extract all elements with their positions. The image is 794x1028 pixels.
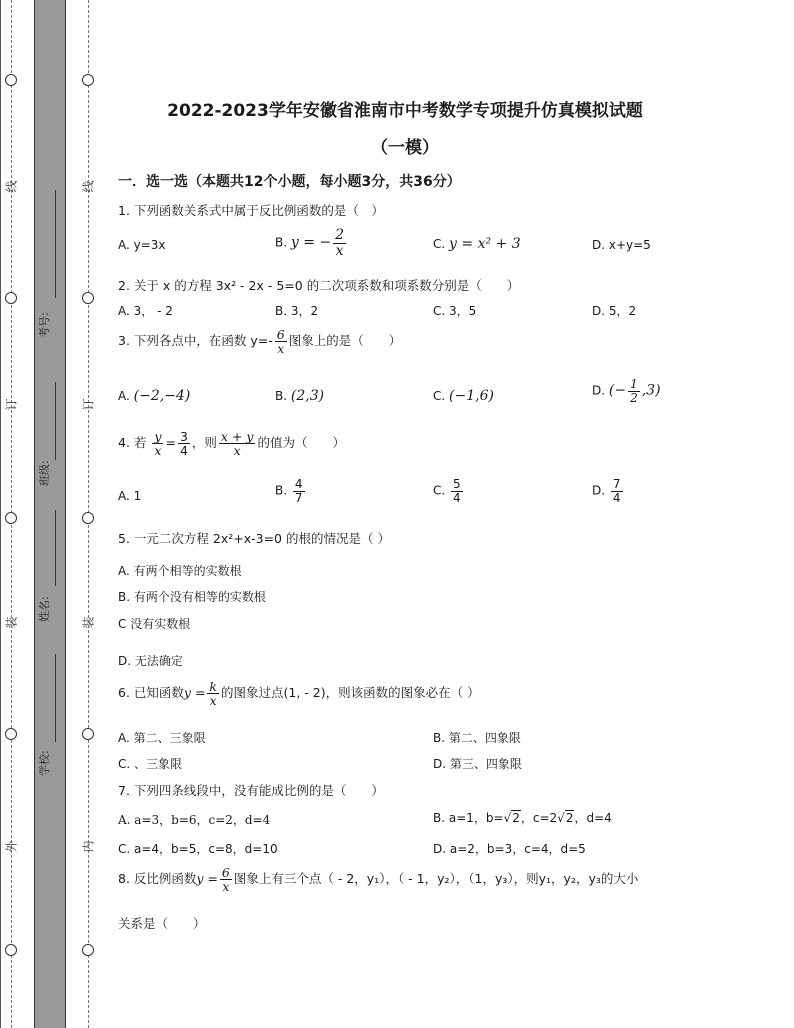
- binding-char-xian: 线: [4, 180, 19, 193]
- binding-char-nei: 内: [81, 840, 96, 853]
- question-7-stem: 7. 下列四条线段中，没有能成比例的是（ ）: [118, 783, 384, 798]
- section-heading: 一．选一选（本题共12个小题，每小题3分，共36分）: [118, 174, 461, 190]
- q6-fraction: [207, 680, 219, 707]
- fraction-numerator: 1: [630, 377, 638, 391]
- q6-stem-text: 6. 已知函数: [118, 685, 184, 701]
- q7-option-d: D. a=2，b=3，c=4，d=5: [433, 842, 586, 856]
- name-label: 姓名:: [38, 596, 51, 622]
- question-8-stem-line2: 关系是（ ）: [118, 916, 206, 931]
- question-3-stem: [118, 328, 401, 355]
- q4-option-d: [592, 478, 625, 504]
- fraction-denominator: 7: [294, 490, 303, 505]
- punch-hole-circle: [82, 728, 94, 740]
- q2-option-c: C. 3，5: [433, 304, 477, 318]
- q8-fraction: [220, 866, 232, 893]
- q4-option-a: A. 1: [118, 489, 142, 503]
- q3-stem-text: 3. 下列各点中，在函数 y=-: [118, 333, 273, 349]
- q3-option-b: [275, 388, 324, 404]
- q1-option-b: [275, 228, 348, 258]
- q6-option-b: B. 第二、四象限: [433, 731, 521, 745]
- q1-option-c-label: C.: [433, 237, 446, 251]
- punch-hole-circle: [82, 512, 94, 524]
- q3-option-c-label: C.: [433, 389, 446, 403]
- punch-hole-circle: [5, 512, 17, 524]
- q5-option-d: D. 无法确定: [118, 654, 183, 668]
- q5-option-a: A. 有两个相等的实数根: [118, 564, 242, 578]
- q4-option-b: [275, 478, 307, 504]
- page-subtitle: （一模）: [371, 138, 439, 158]
- q6-option-c: C. 、三象限: [118, 757, 183, 771]
- q3-fraction: [275, 328, 287, 355]
- q4-option-d-label: D.: [592, 483, 606, 498]
- question-1-stem: 1. 下列函数关系式中属于反比例函数的是（ ）: [118, 203, 384, 218]
- q8-stem-tail: 图象上有三个点（ - 2，y₁），（ - 1，y₂），（1，y₃），则y₁，y₂，y₃的大小: [233, 871, 639, 887]
- binding-char-ding: 订: [81, 398, 96, 411]
- binding-char-xian: 线: [81, 180, 96, 193]
- punch-hole-circle: [82, 74, 94, 86]
- q4-stem-tail: 的值为（ ）: [257, 435, 345, 451]
- q8-function-y: y =: [196, 871, 218, 887]
- q3-option-a-expr: (−2,−4): [133, 388, 191, 404]
- q1-option-d: D. x+y=5: [592, 238, 651, 252]
- q7-option-b: [433, 809, 612, 826]
- q4-option-b-label: B.: [275, 483, 288, 498]
- q1-option-b-expr: y = −: [290, 234, 332, 251]
- sqrt-sign: √: [503, 811, 512, 825]
- question-8-stem: [118, 866, 638, 893]
- q2-option-d: D. 5，2: [592, 304, 637, 318]
- fraction-denominator: 2: [630, 390, 638, 405]
- q4-equals: =: [165, 435, 176, 451]
- class-line: [55, 382, 56, 460]
- q4-fraction-3: [219, 430, 256, 457]
- q4-fraction-2: [178, 430, 190, 457]
- q1-option-b-fraction: [333, 228, 346, 258]
- fraction-denominator: 4: [453, 490, 461, 505]
- q3-option-d-label: D.: [592, 383, 606, 398]
- fraction-numerator: 6: [221, 865, 230, 880]
- fraction-denominator: x: [277, 341, 285, 357]
- q4-stem-text: 4. 若: [118, 435, 147, 451]
- q7-option-a: A. a=3，b=6，c=2，d=4: [118, 813, 271, 827]
- q3-option-a: [118, 388, 190, 404]
- school-label: 学校:: [38, 750, 51, 776]
- sqrt-radicand: 2: [512, 811, 520, 825]
- binding-strip: [34, 0, 66, 1028]
- punch-hole-circle: [5, 292, 17, 304]
- fraction-numerator: x + y: [220, 429, 254, 444]
- q1-option-b-label: B.: [275, 235, 288, 250]
- fraction-denominator: x: [154, 443, 162, 459]
- q3-option-d: [592, 378, 661, 404]
- binding-char-zhuang: 装: [81, 616, 96, 629]
- name-line: [55, 510, 56, 586]
- q7-option-b-tail: ，d=4: [574, 811, 612, 825]
- binding-char-wai: 外: [4, 840, 19, 853]
- q7-option-c: C. a=4，b=5，c=8，d=10: [118, 842, 278, 856]
- q2-option-b: B. 3，2: [275, 304, 319, 318]
- q4-option-c: [433, 478, 465, 504]
- question-5-stem: 5. 一元二次方程 2x²+x-3=0 的根的情况是（ ）: [118, 531, 390, 546]
- punch-hole-circle: [5, 728, 17, 740]
- q3-option-a-label: A.: [118, 389, 130, 403]
- fraction-numerator: 2: [335, 227, 345, 243]
- page-title: 2022-2023学年安徽省淮南市中考数学专项提升仿真模拟试题: [167, 101, 643, 121]
- sqrt-sign: √: [557, 811, 565, 825]
- sqrt-radicand: 2: [565, 811, 574, 825]
- q4-option-b-fraction: [293, 478, 305, 504]
- punch-hole-circle: [82, 944, 94, 956]
- q6-option-a: A. 第二、三象限: [118, 731, 206, 745]
- q4-option-c-fraction: [451, 478, 463, 504]
- class-label: 班级:: [38, 460, 51, 486]
- binding-char-ding: 订: [4, 398, 19, 411]
- q6-option-d: D. 第三、四象限: [433, 757, 522, 771]
- q6-function-y: y =: [183, 685, 206, 701]
- binding-margin: [0, 0, 100, 1028]
- q4-option-d-fraction: [611, 478, 623, 504]
- fraction-denominator: 4: [612, 490, 621, 505]
- q3-stem-tail: 图象上的是（ ）: [288, 333, 402, 349]
- q1-option-c: [433, 236, 521, 252]
- fraction-denominator: x: [335, 242, 344, 259]
- q7-option-b-text: B. a=1，b=: [433, 811, 504, 825]
- q6-stem-tail: 的图象过点(1, - 2)，则该函数的图象必在（ ）: [221, 685, 480, 701]
- fraction-denominator: x: [233, 443, 241, 459]
- fraction-numerator: 4: [294, 477, 303, 491]
- exam-number-label: 考号:: [38, 312, 51, 338]
- q4-option-c-label: C.: [433, 483, 446, 498]
- q5-option-b: B. 有两个没有相等的实数根: [118, 590, 266, 604]
- q3-option-b-label: B.: [275, 389, 288, 403]
- q2-option-a: A. 3， - 2: [118, 304, 173, 318]
- q5-option-c: C 没有实数根: [118, 617, 191, 631]
- q8-stem-text: 8. 反比例函数: [118, 871, 197, 887]
- exam-number-line: [55, 190, 56, 298]
- margin-edge-line: [0, 0, 1, 1028]
- question-6-stem: [118, 680, 480, 707]
- fraction-numerator: 5: [453, 477, 461, 491]
- fraction-numerator: 7: [612, 477, 621, 491]
- q3-option-c-expr: (−1,6): [449, 388, 494, 404]
- q4-stem-mid: ，则: [191, 435, 217, 451]
- q3-option-d-fraction: [628, 378, 640, 404]
- q4-fraction-1: [152, 430, 163, 457]
- punch-hole-circle: [82, 292, 94, 304]
- fraction-numerator: k: [209, 679, 217, 694]
- q7-option-b-mid: ，c=2: [520, 811, 558, 825]
- fraction-numerator: 6: [276, 327, 285, 342]
- q1-option-c-expr: y = x² + 3: [449, 236, 521, 252]
- fraction-denominator: x: [222, 879, 230, 895]
- binding-char-zhuang: 装: [4, 616, 19, 629]
- fraction-numerator: 3: [179, 429, 188, 444]
- q3-option-d-tail: ,3): [641, 382, 661, 399]
- punch-hole-circle: [5, 944, 17, 956]
- school-line: [55, 654, 56, 742]
- fraction-denominator: 4: [179, 443, 188, 459]
- q3-option-c: [433, 388, 494, 404]
- fraction-numerator: y: [154, 429, 162, 444]
- q3-option-d-expr: (−: [608, 382, 627, 399]
- q3-option-b-expr: (2,3): [290, 388, 325, 404]
- question-4-stem: [118, 430, 345, 457]
- fraction-denominator: x: [209, 693, 217, 709]
- q1-option-a: A. y=3x: [118, 238, 166, 252]
- question-2-stem: 2. 关于 x 的方程 3x² - 2x - 5=0 的二次项系数和项系数分别是（ ）: [118, 278, 520, 293]
- punch-hole-circle: [5, 74, 17, 86]
